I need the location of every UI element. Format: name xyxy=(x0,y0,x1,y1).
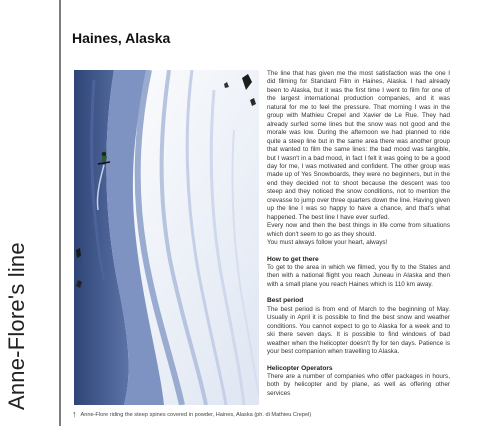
section-helicopter-operators-body: There are a number of companies who offer packages in hours, both by helicopter and by plane, as well as offering other services xyxy=(267,372,450,397)
side-title-first: Anne-Flore xyxy=(4,299,29,410)
section-helicopter-operators-title: Helicopter Operators xyxy=(267,364,333,372)
section-best-period-title: Best period xyxy=(267,297,304,305)
section-how-to-get-there-body: To get to the area in which we filmed, you fly to the States and then with a national flight you reach Juneau in Alaska and then with a small plane you reach Haines which is 110 km away. xyxy=(267,263,450,288)
snow-spines-photo xyxy=(74,70,259,405)
vertical-divider xyxy=(59,0,61,426)
article-outro-2: You must always follow your heart, always! xyxy=(267,239,388,247)
page-title: Haines, Alaska xyxy=(72,30,171,46)
article-intro: The line that has given me the most satisfaction was the one I did filming for Standard Film in Haines, Alaska. I had already been to Alaska, but it was the first time I went to film for one of the largest international production companies, and it was natural for me to feel the pressure. That morning I was in the group with Mathieu Crepel and Xavier de Le Rue. They had already surfed some lines but the snow was not good and the morale was low. During the afternoon we had planned to ride quite a steep line but in the same area there was another group that wanted to film the same lines: the bad mood was tangible, but I wasn't in a bad mood, in fact I felt it was going to be a good day for me, I was motivated and confident. The other group was made up of Yes Snowboards, they were no beginners, but in the end they decided not to shoot because the descent was too steep and they noticed the snow conditions, not to mention the crevasse to jump over three quarters down the line. Having given up the line I was so happy to have a chance, and that's what happened. The best line I have ever surfed. xyxy=(267,70,450,221)
caption-text: Anne-Flore riding the steep spines covered in powder, Haines, Alaska (ph. di Mathieu Crepel) xyxy=(80,412,312,418)
article-outro-1: Every now and then the best things in life come from situations which don't seem to go as they should. xyxy=(267,222,450,238)
side-title-second: 's line xyxy=(4,242,29,300)
photo-illustration xyxy=(74,70,259,405)
section-side-title xyxy=(4,242,30,410)
article-body xyxy=(267,70,450,426)
caption-arrow-icon: ↑ xyxy=(72,409,77,419)
section-how-to-get-there-title: How to get there xyxy=(267,255,319,263)
section-best-period-body: The best period is from end of March to the beginning of May. Usually in April it is possible to find the best snow and weather conditions. You cannot expect to go to Alaska for a week and to ski there seven days. It is possible to find windows of bad weather when the helicopter doesn't fly for ten days. Patience is your best companion when travelling to Alaska. xyxy=(267,305,450,356)
